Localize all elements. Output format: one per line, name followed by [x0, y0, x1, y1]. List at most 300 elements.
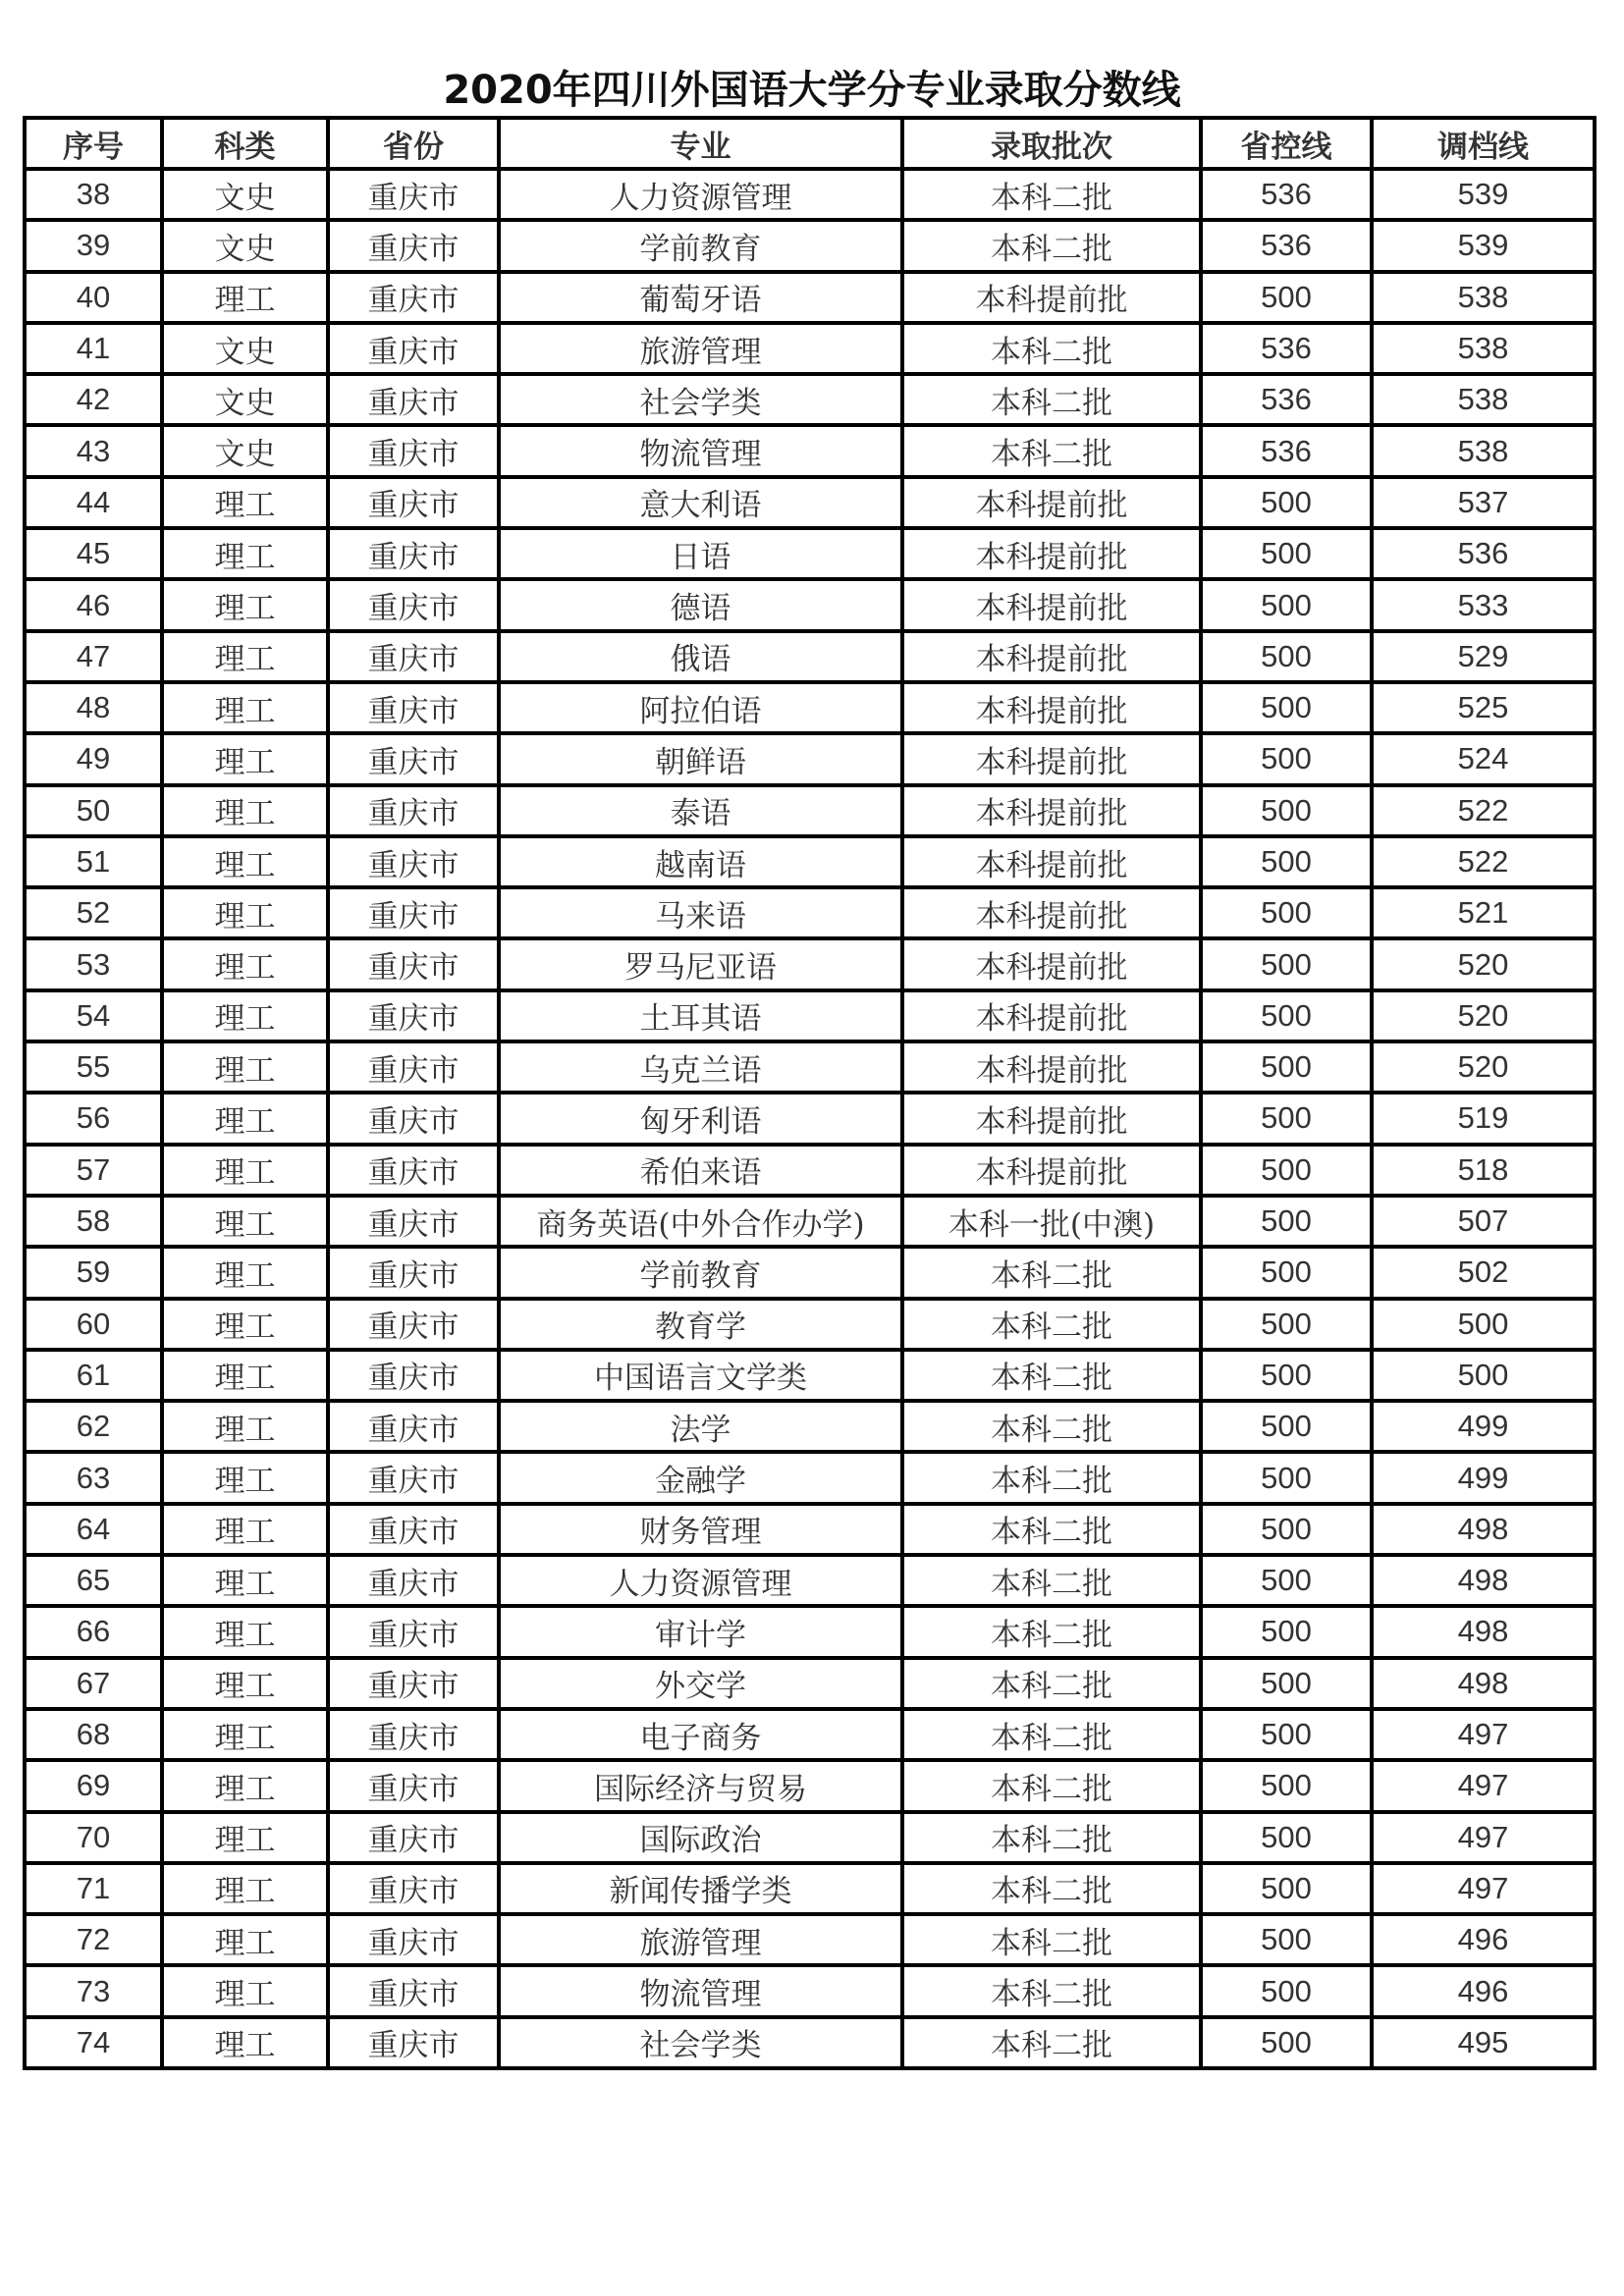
cell-control-line: 500: [1201, 1709, 1372, 1760]
cell-category: 理工: [162, 785, 328, 836]
cell-category: 理工: [162, 1041, 328, 1093]
cell-major: 朝鲜语: [499, 733, 902, 784]
cell-filing-line: 497: [1372, 1709, 1595, 1760]
cell-control-line: 500: [1201, 528, 1372, 579]
cell-filing-line: 536: [1372, 528, 1595, 579]
cell-category: 理工: [162, 733, 328, 784]
table-row: [25, 220, 1595, 271]
cell-category: 理工: [162, 1093, 328, 1144]
cell-filing-line: 538: [1372, 323, 1595, 374]
cell-filing-line: 497: [1372, 1863, 1595, 1914]
cell-batch: 本科二批: [902, 1709, 1201, 1760]
cell-no: 38: [25, 169, 162, 220]
table-row: [25, 1504, 1595, 1555]
cell-province: 重庆市: [328, 1452, 499, 1503]
cell-major: 匈牙利语: [499, 1093, 902, 1144]
table-row: [25, 785, 1595, 836]
cell-major: 中国语言文学类: [499, 1350, 902, 1401]
cell-batch: 本科提前批: [902, 682, 1201, 733]
cell-filing-line: 497: [1372, 1812, 1595, 1863]
cell-major: 社会学类: [499, 2017, 902, 2068]
cell-category: 文史: [162, 323, 328, 374]
cell-control-line: 500: [1201, 887, 1372, 938]
cell-filing-line: 522: [1372, 836, 1595, 887]
cell-batch: 本科二批: [902, 1299, 1201, 1350]
cell-batch: 本科二批: [902, 1914, 1201, 1965]
cell-no: 48: [25, 682, 162, 733]
cell-batch: 本科二批: [902, 1350, 1201, 1401]
cell-province: 重庆市: [328, 1760, 499, 1811]
cell-no: 73: [25, 1965, 162, 2016]
cell-no: 60: [25, 1299, 162, 1350]
cell-major: 外交学: [499, 1658, 902, 1709]
cell-batch: 本科二批: [902, 2017, 1201, 2068]
cell-no: 67: [25, 1658, 162, 1709]
cell-filing-line: 522: [1372, 785, 1595, 836]
cell-control-line: 536: [1201, 425, 1372, 476]
cell-major: 审计学: [499, 1606, 902, 1657]
cell-major: 德语: [499, 579, 902, 630]
cell-province: 重庆市: [328, 1504, 499, 1555]
cell-control-line: 500: [1201, 1247, 1372, 1298]
cell-no: 55: [25, 1041, 162, 1093]
cell-batch: 本科二批: [902, 1504, 1201, 1555]
cell-province: 重庆市: [328, 1658, 499, 1709]
admission-scores-table: [23, 116, 1597, 2070]
cell-control-line: 536: [1201, 374, 1372, 425]
table-row: [25, 1914, 1595, 1965]
cell-province: 重庆市: [328, 631, 499, 682]
cell-major: 越南语: [499, 836, 902, 887]
cell-category: 理工: [162, 1299, 328, 1350]
cell-batch: 本科二批: [902, 1606, 1201, 1657]
header-row: [25, 118, 1595, 169]
cell-filing-line: 538: [1372, 425, 1595, 476]
cell-province: 重庆市: [328, 1965, 499, 2016]
cell-category: 理工: [162, 579, 328, 630]
table-row: [25, 887, 1595, 938]
cell-batch: 本科提前批: [902, 1041, 1201, 1093]
cell-filing-line: 498: [1372, 1504, 1595, 1555]
cell-batch: 本科二批: [902, 1812, 1201, 1863]
cell-category: 理工: [162, 836, 328, 887]
cell-category: 理工: [162, 631, 328, 682]
cell-no: 59: [25, 1247, 162, 1298]
table-row: [25, 272, 1595, 323]
cell-major: 人力资源管理: [499, 1555, 902, 1606]
cell-province: 重庆市: [328, 1555, 499, 1606]
cell-major: 俄语: [499, 631, 902, 682]
table-row: [25, 733, 1595, 784]
cell-filing-line: 529: [1372, 631, 1595, 682]
cell-major: 人力资源管理: [499, 169, 902, 220]
cell-control-line: 500: [1201, 272, 1372, 323]
cell-category: 理工: [162, 1658, 328, 1709]
cell-no: 64: [25, 1504, 162, 1555]
cell-no: 46: [25, 579, 162, 630]
cell-province: 重庆市: [328, 1247, 499, 1298]
cell-province: 重庆市: [328, 477, 499, 528]
cell-no: 74: [25, 2017, 162, 2068]
cell-major: 罗马尼亚语: [499, 938, 902, 989]
cell-no: 43: [25, 425, 162, 476]
cell-control-line: 500: [1201, 1401, 1372, 1452]
table-row: [25, 1401, 1595, 1452]
cell-category: 理工: [162, 528, 328, 579]
table-row: [25, 2017, 1595, 2068]
cell-batch: 本科提前批: [902, 477, 1201, 528]
cell-control-line: 500: [1201, 477, 1372, 528]
cell-category: 理工: [162, 938, 328, 989]
cell-province: 重庆市: [328, 2017, 499, 2068]
cell-no: 71: [25, 1863, 162, 1914]
cell-province: 重庆市: [328, 1299, 499, 1350]
cell-category: 理工: [162, 1812, 328, 1863]
cell-filing-line: 519: [1372, 1093, 1595, 1144]
cell-no: 54: [25, 990, 162, 1041]
cell-province: 重庆市: [328, 887, 499, 938]
cell-control-line: 500: [1201, 785, 1372, 836]
cell-filing-line: 496: [1372, 1965, 1595, 2016]
document-title: 2020年四川外国语大学分专业录取分数线: [443, 68, 1181, 113]
cell-batch: 本科二批: [902, 220, 1201, 271]
table-row: [25, 631, 1595, 682]
cell-control-line: 500: [1201, 836, 1372, 887]
cell-category: 理工: [162, 1760, 328, 1811]
cell-batch: 本科二批: [902, 1555, 1201, 1606]
cell-filing-line: 537: [1372, 477, 1595, 528]
cell-major: 学前教育: [499, 1247, 902, 1298]
cell-batch: 本科二批: [902, 1760, 1201, 1811]
cell-control-line: 500: [1201, 1658, 1372, 1709]
cell-no: 47: [25, 631, 162, 682]
cell-filing-line: 500: [1372, 1350, 1595, 1401]
cell-category: 文史: [162, 169, 328, 220]
cell-province: 重庆市: [328, 1350, 499, 1401]
cell-no: 63: [25, 1452, 162, 1503]
cell-batch: 本科二批: [902, 1965, 1201, 2016]
cell-filing-line: 525: [1372, 682, 1595, 733]
column-header-batch: 录取批次: [902, 118, 1201, 169]
cell-filing-line: 520: [1372, 1041, 1595, 1093]
cell-batch: 本科一批(中澳): [902, 1196, 1201, 1247]
cell-category: 文史: [162, 425, 328, 476]
cell-category: 理工: [162, 272, 328, 323]
cell-control-line: 500: [1201, 631, 1372, 682]
cell-filing-line: 495: [1372, 2017, 1595, 2068]
cell-batch: 本科提前批: [902, 579, 1201, 630]
cell-batch: 本科二批: [902, 169, 1201, 220]
cell-category: 理工: [162, 1350, 328, 1401]
column-header-major: 专业: [499, 118, 902, 169]
cell-filing-line: 533: [1372, 579, 1595, 630]
cell-control-line: 500: [1201, 1555, 1372, 1606]
cell-control-line: 500: [1201, 1299, 1372, 1350]
cell-major: 国际经济与贸易: [499, 1760, 902, 1811]
cell-filing-line: 499: [1372, 1452, 1595, 1503]
cell-major: 物流管理: [499, 425, 902, 476]
table-row: [25, 1093, 1595, 1144]
cell-batch: 本科提前批: [902, 785, 1201, 836]
cell-control-line: 500: [1201, 1452, 1372, 1503]
cell-category: 理工: [162, 1914, 328, 1965]
cell-control-line: 500: [1201, 1606, 1372, 1657]
column-header-province: 省份: [328, 118, 499, 169]
cell-no: 45: [25, 528, 162, 579]
table-row: [25, 938, 1595, 989]
cell-filing-line: 507: [1372, 1196, 1595, 1247]
column-header-control-line: 省控线: [1201, 118, 1372, 169]
table-row: [25, 528, 1595, 579]
cell-major: 意大利语: [499, 477, 902, 528]
table-row: [25, 1709, 1595, 1760]
table-row: [25, 1247, 1595, 1298]
cell-batch: 本科二批: [902, 1863, 1201, 1914]
cell-batch: 本科提前批: [902, 990, 1201, 1041]
cell-category: 理工: [162, 990, 328, 1041]
cell-province: 重庆市: [328, 836, 499, 887]
cell-control-line: 500: [1201, 938, 1372, 989]
cell-no: 58: [25, 1196, 162, 1247]
cell-category: 理工: [162, 1606, 328, 1657]
column-header-filing-line: 调档线: [1372, 118, 1595, 169]
cell-category: 理工: [162, 887, 328, 938]
cell-province: 重庆市: [328, 1863, 499, 1914]
cell-control-line: 500: [1201, 1350, 1372, 1401]
cell-major: 泰语: [499, 785, 902, 836]
cell-no: 50: [25, 785, 162, 836]
cell-province: 重庆市: [328, 169, 499, 220]
cell-filing-line: 524: [1372, 733, 1595, 784]
cell-control-line: 500: [1201, 1504, 1372, 1555]
cell-province: 重庆市: [328, 425, 499, 476]
table-row: [25, 1658, 1595, 1709]
table-row: [25, 1760, 1595, 1811]
cell-major: 日语: [499, 528, 902, 579]
cell-filing-line: 499: [1372, 1401, 1595, 1452]
cell-no: 72: [25, 1914, 162, 1965]
cell-major: 物流管理: [499, 1965, 902, 2016]
cell-filing-line: 498: [1372, 1555, 1595, 1606]
cell-province: 重庆市: [328, 1093, 499, 1144]
cell-filing-line: 520: [1372, 990, 1595, 1041]
cell-batch: 本科提前批: [902, 631, 1201, 682]
cell-control-line: 500: [1201, 1914, 1372, 1965]
cell-control-line: 500: [1201, 1863, 1372, 1914]
cell-category: 理工: [162, 1555, 328, 1606]
cell-no: 65: [25, 1555, 162, 1606]
cell-no: 53: [25, 938, 162, 989]
cell-no: 51: [25, 836, 162, 887]
cell-major: 金融学: [499, 1452, 902, 1503]
cell-batch: 本科提前批: [902, 1145, 1201, 1196]
cell-batch: 本科提前批: [902, 272, 1201, 323]
cell-batch: 本科二批: [902, 1247, 1201, 1298]
cell-province: 重庆市: [328, 1145, 499, 1196]
cell-no: 68: [25, 1709, 162, 1760]
cell-batch: 本科二批: [902, 1401, 1201, 1452]
cell-category: 理工: [162, 1401, 328, 1452]
cell-major: 旅游管理: [499, 1914, 902, 1965]
cell-filing-line: 521: [1372, 887, 1595, 938]
table-row: [25, 990, 1595, 1041]
cell-province: 重庆市: [328, 272, 499, 323]
cell-batch: 本科提前批: [902, 733, 1201, 784]
cell-batch: 本科提前批: [902, 836, 1201, 887]
cell-category: 理工: [162, 477, 328, 528]
cell-major: 社会学类: [499, 374, 902, 425]
cell-no: 42: [25, 374, 162, 425]
cell-major: 乌克兰语: [499, 1041, 902, 1093]
cell-major: 阿拉伯语: [499, 682, 902, 733]
cell-province: 重庆市: [328, 323, 499, 374]
table-row: [25, 1812, 1595, 1863]
cell-filing-line: 496: [1372, 1914, 1595, 1965]
cell-control-line: 500: [1201, 733, 1372, 784]
cell-control-line: 500: [1201, 1041, 1372, 1093]
cell-filing-line: 520: [1372, 938, 1595, 989]
cell-batch: 本科二批: [902, 323, 1201, 374]
cell-category: 理工: [162, 1504, 328, 1555]
cell-control-line: 536: [1201, 220, 1372, 271]
cell-category: 理工: [162, 1709, 328, 1760]
cell-no: 56: [25, 1093, 162, 1144]
cell-control-line: 500: [1201, 579, 1372, 630]
cell-province: 重庆市: [328, 374, 499, 425]
table-row: [25, 579, 1595, 630]
cell-no: 39: [25, 220, 162, 271]
table-row: [25, 374, 1595, 425]
table-row: [25, 1452, 1595, 1503]
cell-category: 理工: [162, 2017, 328, 2068]
cell-control-line: 500: [1201, 1812, 1372, 1863]
cell-province: 重庆市: [328, 220, 499, 271]
cell-batch: 本科提前批: [902, 528, 1201, 579]
cell-no: 52: [25, 887, 162, 938]
cell-filing-line: 538: [1372, 272, 1595, 323]
cell-major: 财务管理: [499, 1504, 902, 1555]
cell-province: 重庆市: [328, 1041, 499, 1093]
table-row: [25, 1965, 1595, 2016]
cell-province: 重庆市: [328, 528, 499, 579]
cell-major: 商务英语(中外合作办学): [499, 1196, 902, 1247]
cell-no: 69: [25, 1760, 162, 1811]
cell-province: 重庆市: [328, 1196, 499, 1247]
cell-batch: 本科提前批: [902, 1093, 1201, 1144]
cell-no: 62: [25, 1401, 162, 1452]
cell-major: 葡萄牙语: [499, 272, 902, 323]
cell-category: 文史: [162, 374, 328, 425]
cell-control-line: 500: [1201, 1093, 1372, 1144]
cell-no: 70: [25, 1812, 162, 1863]
cell-province: 重庆市: [328, 1606, 499, 1657]
cell-batch: 本科二批: [902, 425, 1201, 476]
cell-category: 理工: [162, 1965, 328, 2016]
cell-major: 学前教育: [499, 220, 902, 271]
table-row: [25, 1041, 1595, 1093]
cell-control-line: 500: [1201, 1196, 1372, 1247]
cell-major: 教育学: [499, 1299, 902, 1350]
cell-province: 重庆市: [328, 990, 499, 1041]
cell-no: 44: [25, 477, 162, 528]
cell-province: 重庆市: [328, 733, 499, 784]
cell-control-line: 500: [1201, 2017, 1372, 2068]
cell-control-line: 500: [1201, 682, 1372, 733]
cell-filing-line: 539: [1372, 169, 1595, 220]
cell-province: 重庆市: [328, 1709, 499, 1760]
cell-filing-line: 538: [1372, 374, 1595, 425]
cell-control-line: 500: [1201, 1145, 1372, 1196]
cell-control-line: 536: [1201, 169, 1372, 220]
cell-filing-line: 518: [1372, 1145, 1595, 1196]
cell-major: 土耳其语: [499, 990, 902, 1041]
table-row: [25, 682, 1595, 733]
cell-batch: 本科提前批: [902, 938, 1201, 989]
cell-category: 理工: [162, 1196, 328, 1247]
table-body: [25, 169, 1595, 2068]
table-row: [25, 1350, 1595, 1401]
cell-no: 40: [25, 272, 162, 323]
cell-no: 41: [25, 323, 162, 374]
cell-control-line: 536: [1201, 323, 1372, 374]
cell-control-line: 500: [1201, 1760, 1372, 1811]
table-row: [25, 477, 1595, 528]
table-row: [25, 1145, 1595, 1196]
cell-major: 电子商务: [499, 1709, 902, 1760]
cell-batch: 本科二批: [902, 1452, 1201, 1503]
cell-province: 重庆市: [328, 938, 499, 989]
cell-category: 文史: [162, 220, 328, 271]
cell-category: 理工: [162, 1452, 328, 1503]
cell-no: 61: [25, 1350, 162, 1401]
cell-control-line: 500: [1201, 990, 1372, 1041]
cell-control-line: 500: [1201, 1965, 1372, 2016]
column-header-no: 序号: [25, 118, 162, 169]
cell-province: 重庆市: [328, 1812, 499, 1863]
cell-no: 49: [25, 733, 162, 784]
cell-no: 66: [25, 1606, 162, 1657]
cell-province: 重庆市: [328, 1401, 499, 1452]
table-row: [25, 836, 1595, 887]
cell-major: 旅游管理: [499, 323, 902, 374]
table-row: [25, 1299, 1595, 1350]
cell-major: 马来语: [499, 887, 902, 938]
cell-batch: 本科提前批: [902, 887, 1201, 938]
cell-province: 重庆市: [328, 579, 499, 630]
cell-province: 重庆市: [328, 682, 499, 733]
cell-major: 法学: [499, 1401, 902, 1452]
cell-category: 理工: [162, 1863, 328, 1914]
table-row: [25, 1863, 1595, 1914]
cell-batch: 本科二批: [902, 374, 1201, 425]
cell-filing-line: 497: [1372, 1760, 1595, 1811]
table-row: [25, 425, 1595, 476]
cell-no: 57: [25, 1145, 162, 1196]
cell-filing-line: 498: [1372, 1658, 1595, 1709]
cell-major: 希伯来语: [499, 1145, 902, 1196]
cell-major: 国际政治: [499, 1812, 902, 1863]
cell-batch: 本科二批: [902, 1658, 1201, 1709]
cell-filing-line: 500: [1372, 1299, 1595, 1350]
table-row: [25, 323, 1595, 374]
cell-major: 新闻传播学类: [499, 1863, 902, 1914]
table-row: [25, 169, 1595, 220]
cell-category: 理工: [162, 682, 328, 733]
cell-province: 重庆市: [328, 1914, 499, 1965]
cell-filing-line: 539: [1372, 220, 1595, 271]
column-header-category: 科类: [162, 118, 328, 169]
cell-category: 理工: [162, 1247, 328, 1298]
